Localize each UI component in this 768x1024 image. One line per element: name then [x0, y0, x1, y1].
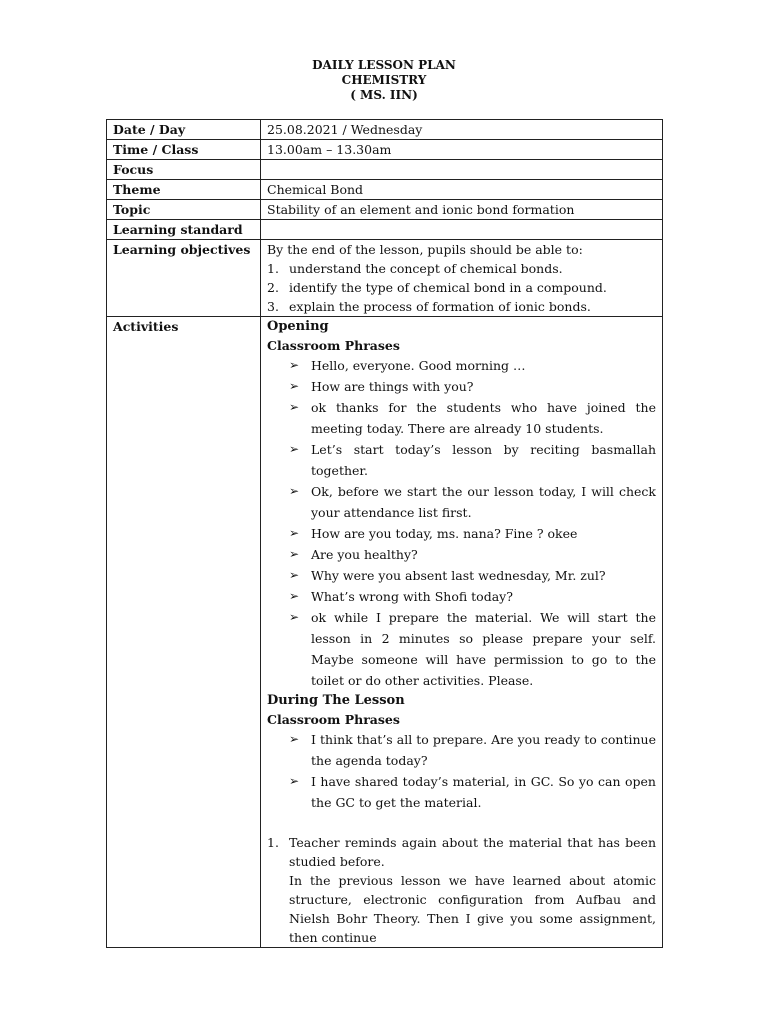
standard-label: Learning standard — [107, 220, 261, 240]
phrase-text: I think that’s all to prepare. Are you ready to continue the agenda today? — [311, 732, 656, 768]
row-time — [107, 140, 663, 160]
objectives-list — [267, 259, 656, 316]
list-item — [267, 259, 656, 278]
arrow-bullet-icon: ➢ — [289, 589, 300, 603]
arrow-bullet-icon: ➢ — [289, 400, 300, 414]
item-text: identify the type of chemical bond in a compound. — [289, 280, 607, 295]
phrase-text: I have shared today’s material, in GC. So yo can open the GC to get the material. — [311, 774, 656, 810]
activities-cell — [261, 317, 663, 948]
focus-value — [261, 160, 663, 180]
list-item — [289, 523, 656, 544]
during-subtitle: Classroom Phrases — [267, 712, 400, 727]
list-item — [289, 397, 656, 439]
phrase-text: How are things with you? — [311, 379, 474, 394]
arrow-bullet-icon: ➢ — [289, 526, 300, 540]
item-number: 1. — [267, 261, 279, 276]
lesson-plan-table — [106, 119, 663, 948]
arrow-bullet-icon: ➢ — [289, 774, 300, 788]
item-text: explain the process of formation of ionic bonds. — [289, 299, 591, 314]
step-number: 1. — [267, 835, 279, 850]
phrase-text: ok thanks for the students who have joined the meeting today. There are already 10 students. — [311, 400, 656, 436]
activities-label: Activities — [107, 317, 261, 948]
topic-label: Topic — [107, 200, 261, 220]
arrow-bullet-icon: ➢ — [289, 358, 300, 372]
list-item — [289, 729, 656, 771]
list-item — [267, 297, 656, 316]
phrase-text: ok while I prepare the material. We will start the lesson in 2 minutes so please prepare your self. Maybe someone will have permission to go to the toilet or do other activities. Please. — [311, 610, 656, 688]
row-learning-standard — [107, 220, 663, 240]
list-item — [289, 544, 656, 565]
arrow-bullet-icon: ➢ — [289, 379, 300, 393]
row-date — [107, 120, 663, 140]
phrase-text: What’s wrong with Shofi today? — [311, 589, 513, 604]
phrase-text: Let’s start today’s lesson by reciting basmallah together. — [311, 442, 656, 478]
during-title: During The Lesson — [267, 693, 405, 708]
objectives-label: Learning objectives — [107, 240, 261, 317]
date-label: Date / Day — [107, 120, 261, 140]
phrase-text: Why were you absent last wednesday, Mr. zul? — [311, 568, 606, 583]
list-item — [289, 565, 656, 586]
list-item — [289, 481, 656, 523]
list-item — [267, 278, 656, 297]
doc-teacher: ( MS. IIN) — [350, 88, 418, 102]
arrow-bullet-icon: ➢ — [289, 547, 300, 561]
row-objectives — [107, 240, 663, 317]
step-line: Teacher reminds again about the material that has been studied before. — [289, 835, 656, 869]
standard-value — [261, 220, 663, 240]
doc-title: DAILY LESSON PLAN — [312, 58, 456, 72]
opening-phrases — [267, 355, 656, 691]
arrow-bullet-icon: ➢ — [289, 484, 300, 498]
item-number: 2. — [267, 280, 279, 295]
lesson-steps — [267, 833, 656, 947]
opening-subtitle: Classroom Phrases — [267, 338, 400, 353]
during-phrases — [267, 729, 656, 813]
objectives-cell — [261, 240, 663, 317]
step-text — [289, 833, 656, 947]
list-item — [289, 355, 656, 376]
row-focus — [107, 160, 663, 180]
phrase-text: Are you healthy? — [311, 547, 418, 562]
objectives-intro: By the end of the lesson, pupils should be able to: — [267, 242, 583, 257]
time-value: 13.00am – 13.30am — [261, 140, 663, 160]
phrase-text: How are you today, ms. nana? Fine ? okee — [311, 526, 578, 541]
document-header — [0, 58, 768, 103]
list-item — [289, 586, 656, 607]
arrow-bullet-icon: ➢ — [289, 610, 300, 624]
list-item — [267, 833, 656, 947]
row-activities — [107, 317, 663, 948]
list-item — [289, 607, 656, 691]
phrase-text: Ok, before we start the our lesson today, I will check your attendance list first. — [311, 484, 656, 520]
arrow-bullet-icon: ➢ — [289, 442, 300, 456]
arrow-bullet-icon: ➢ — [289, 568, 300, 582]
item-number: 3. — [267, 299, 279, 314]
list-item — [289, 376, 656, 397]
list-item — [289, 771, 656, 813]
opening-title: Opening — [267, 319, 329, 334]
time-label: Time / Class — [107, 140, 261, 160]
theme-value: Chemical Bond — [261, 180, 663, 200]
arrow-bullet-icon: ➢ — [289, 732, 300, 746]
theme-label: Theme — [107, 180, 261, 200]
topic-value: Stability of an element and ionic bond formation — [261, 200, 663, 220]
row-theme — [107, 180, 663, 200]
date-value: 25.08.2021 / Wednesday — [261, 120, 663, 140]
phrase-text: Hello, everyone. Good morning … — [311, 358, 526, 373]
list-item — [289, 439, 656, 481]
doc-subject: CHEMISTRY — [341, 73, 427, 87]
item-text: understand the concept of chemical bonds. — [289, 261, 563, 276]
row-topic — [107, 200, 663, 220]
focus-label: Focus — [107, 160, 261, 180]
step-line: In the previous lesson we have learned about atomic structure, electronic configuration from Aufbau and Nielsh Bohr Theory. Then I give you some assignment, then continue — [289, 873, 656, 945]
